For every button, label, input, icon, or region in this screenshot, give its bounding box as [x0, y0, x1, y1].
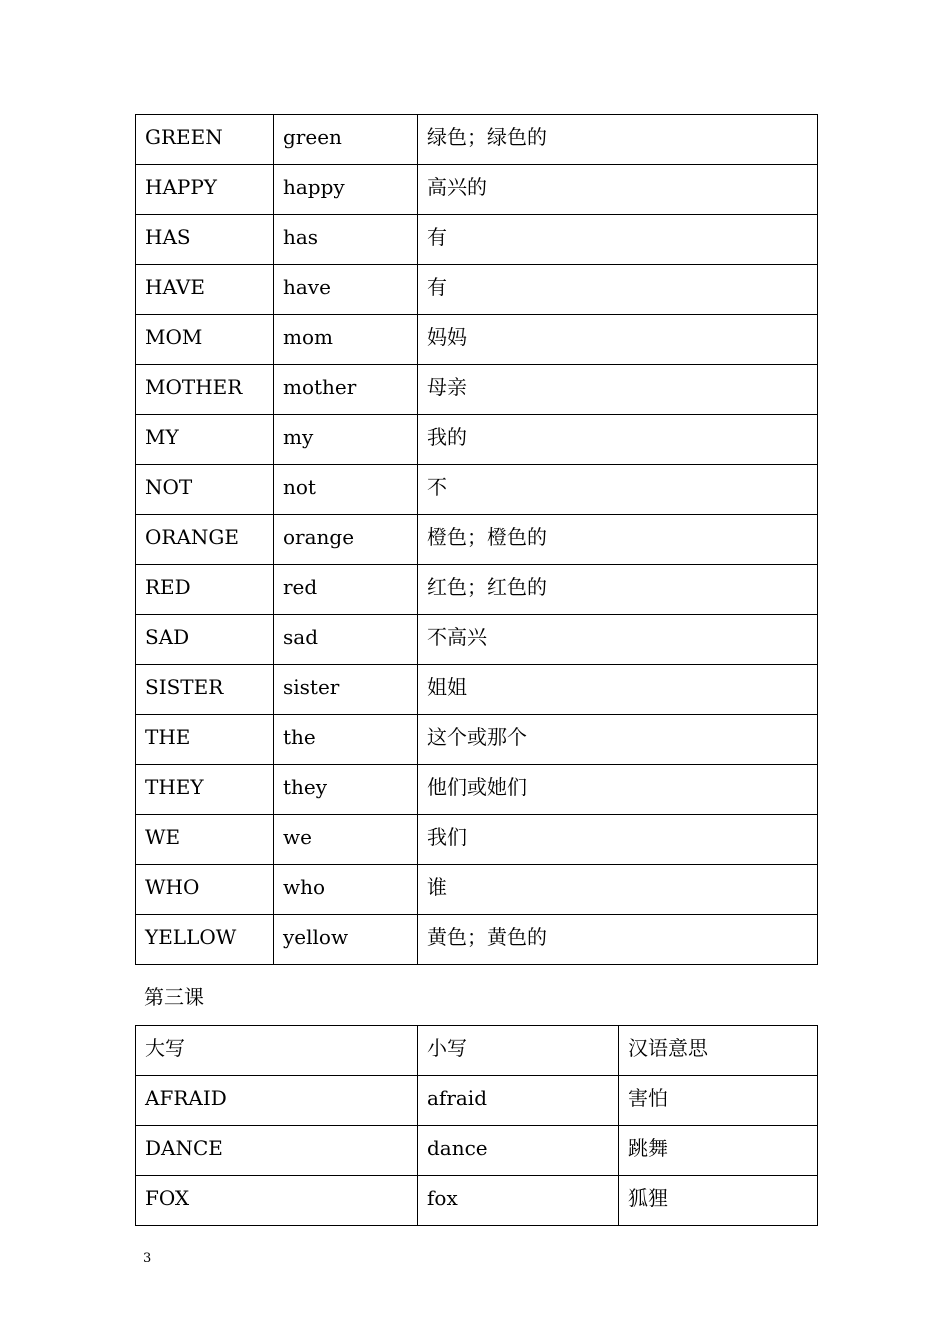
cell-uppercase: MY — [136, 415, 274, 465]
cell-lowercase: they — [274, 765, 418, 815]
cell-chinese-meaning: 母亲 — [418, 365, 818, 415]
cell-uppercase: MOTHER — [136, 365, 274, 415]
cell-uppercase: THEY — [136, 765, 274, 815]
cell-chinese-meaning: 有 — [418, 215, 818, 265]
vocabulary-table-1 — [135, 114, 818, 965]
cell-uppercase: DANCE — [136, 1126, 418, 1176]
table-row — [136, 865, 818, 915]
table-row — [136, 815, 818, 865]
table-row — [136, 315, 818, 365]
cell-lowercase: mom — [274, 315, 418, 365]
table-row — [136, 615, 818, 665]
cell-chinese-meaning: 妈妈 — [418, 315, 818, 365]
cell-chinese-meaning: 我的 — [418, 415, 818, 465]
cell-lowercase: dance — [418, 1126, 619, 1176]
cell-lowercase: fox — [418, 1176, 619, 1226]
cell-lowercase: who — [274, 865, 418, 915]
cell-lowercase: we — [274, 815, 418, 865]
cell-chinese-meaning: 跳舞 — [619, 1126, 818, 1176]
table-header-row — [136, 1026, 818, 1076]
vocabulary-table-2 — [135, 1025, 818, 1226]
cell-lowercase: has — [274, 215, 418, 265]
cell-lowercase: afraid — [418, 1076, 619, 1126]
cell-uppercase: HAVE — [136, 265, 274, 315]
table-row — [136, 465, 818, 515]
cell-chinese-meaning: 姐姐 — [418, 665, 818, 715]
cell-uppercase: ORANGE — [136, 515, 274, 565]
cell-uppercase: SISTER — [136, 665, 274, 715]
cell-lowercase: mother — [274, 365, 418, 415]
cell-uppercase: GREEN — [136, 115, 274, 165]
cell-chinese-meaning: 橙色；橙色的 — [418, 515, 818, 565]
table-row — [136, 1126, 818, 1176]
table-row — [136, 165, 818, 215]
table-row — [136, 415, 818, 465]
cell-lowercase: the — [274, 715, 418, 765]
cell-uppercase: MOM — [136, 315, 274, 365]
table-row — [136, 1076, 818, 1126]
cell-chinese-meaning: 绿色；绿色的 — [418, 115, 818, 165]
cell-chinese-meaning: 不高兴 — [418, 615, 818, 665]
header-uppercase: 大写 — [136, 1026, 418, 1076]
cell-uppercase: WE — [136, 815, 274, 865]
cell-lowercase: orange — [274, 515, 418, 565]
cell-uppercase: FOX — [136, 1176, 418, 1226]
cell-uppercase: HAPPY — [136, 165, 274, 215]
cell-chinese-meaning: 害怕 — [619, 1076, 818, 1126]
cell-uppercase: SAD — [136, 615, 274, 665]
cell-uppercase: WHO — [136, 865, 274, 915]
header-chinese-meaning: 汉语意思 — [619, 1026, 818, 1076]
table-row — [136, 265, 818, 315]
table-row — [136, 715, 818, 765]
cell-chinese-meaning: 高兴的 — [418, 165, 818, 215]
table-row — [136, 365, 818, 415]
table-row — [136, 1176, 818, 1226]
table-row — [136, 765, 818, 815]
cell-lowercase: have — [274, 265, 418, 315]
table-row — [136, 915, 818, 965]
cell-uppercase: YELLOW — [136, 915, 274, 965]
cell-uppercase: RED — [136, 565, 274, 615]
cell-chinese-meaning: 不 — [418, 465, 818, 515]
cell-lowercase: red — [274, 565, 418, 615]
cell-chinese-meaning: 他们或她们 — [418, 765, 818, 815]
table-row — [136, 515, 818, 565]
cell-chinese-meaning: 有 — [418, 265, 818, 315]
cell-uppercase: HAS — [136, 215, 274, 265]
cell-uppercase: THE — [136, 715, 274, 765]
cell-uppercase: NOT — [136, 465, 274, 515]
cell-uppercase: AFRAID — [136, 1076, 418, 1126]
cell-lowercase: green — [274, 115, 418, 165]
cell-chinese-meaning: 狐狸 — [619, 1176, 818, 1226]
cell-chinese-meaning: 我们 — [418, 815, 818, 865]
cell-chinese-meaning: 谁 — [418, 865, 818, 915]
cell-lowercase: sad — [274, 615, 418, 665]
cell-chinese-meaning: 黄色；黄色的 — [418, 915, 818, 965]
table-row — [136, 665, 818, 715]
cell-chinese-meaning: 这个或那个 — [418, 715, 818, 765]
cell-lowercase: yellow — [274, 915, 418, 965]
cell-lowercase: happy — [274, 165, 418, 215]
page-number: 3 — [143, 1251, 152, 1266]
cell-lowercase: sister — [274, 665, 418, 715]
lesson-heading: 第三课 — [144, 985, 204, 1009]
table-row — [136, 565, 818, 615]
table-row — [136, 215, 818, 265]
cell-chinese-meaning: 红色；红色的 — [418, 565, 818, 615]
cell-lowercase: my — [274, 415, 418, 465]
table-row — [136, 115, 818, 165]
header-lowercase: 小写 — [418, 1026, 619, 1076]
cell-lowercase: not — [274, 465, 418, 515]
